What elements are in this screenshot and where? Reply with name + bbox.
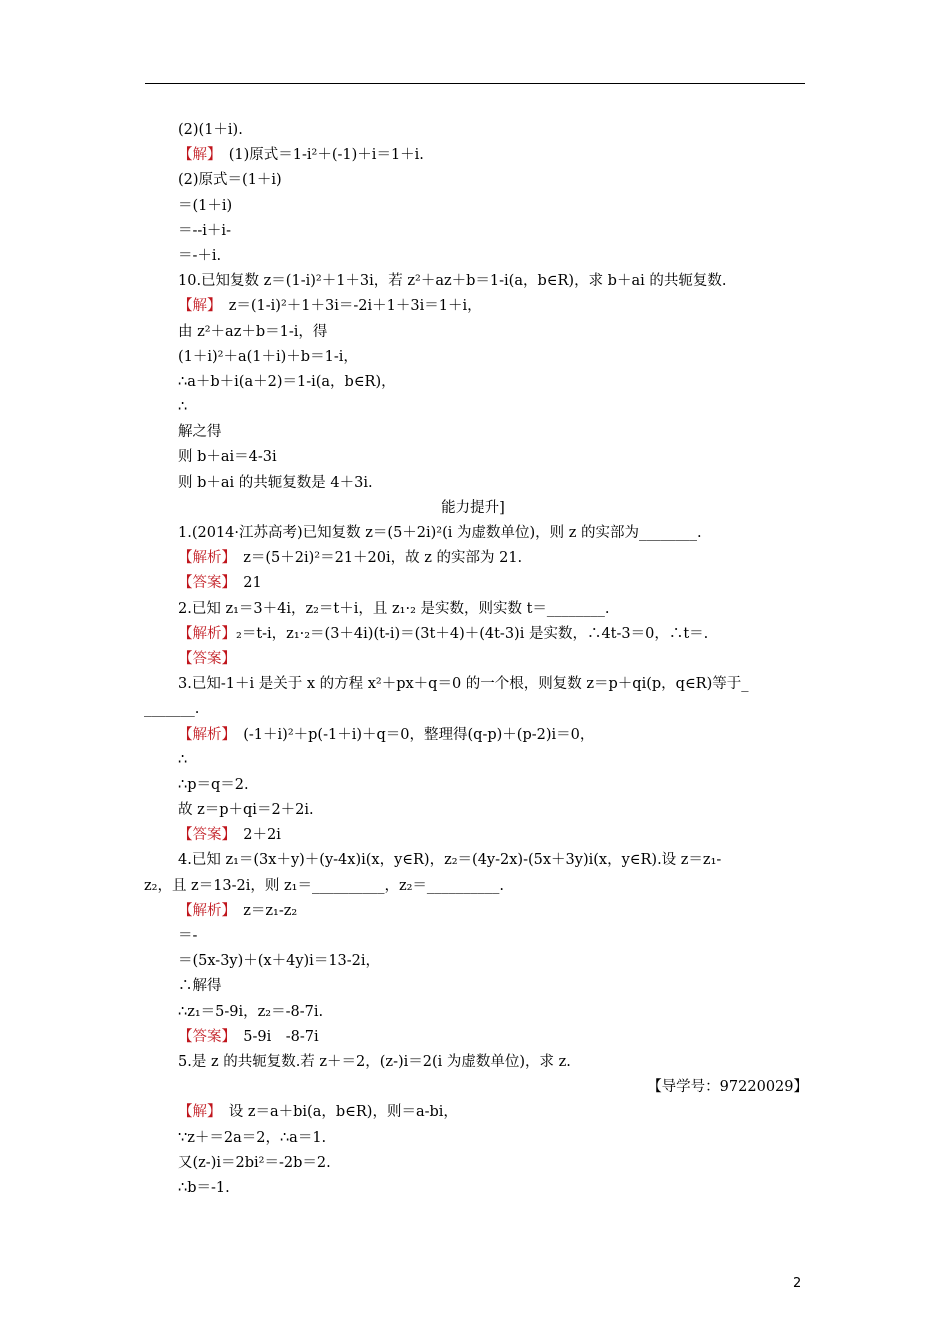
answer-tag: 【解析】 [178,625,236,642]
line-text: 2＋2i [228,827,281,844]
text-line [178,974,808,999]
answer-tag: 【答案】 [178,827,229,844]
line-text: (1)原式＝1-i²＋(-1)＋i＝1＋i. [214,147,424,164]
line-text: z＝(1-i)²＋1＋3i＝-2i＋1＋3i＝1＋i， [214,298,482,315]
line-text: ∴ [178,751,188,768]
text-line [178,1025,808,1050]
line-text: ∴z₁＝5-9i，z₂＝-8-7i. [178,1003,324,1020]
text-line [178,219,808,244]
document-body [144,118,808,1201]
line-text: 5.是 z 的共轭复数.若 z＋＝2，(z-)i＝2(i 为虚数单位)，求 z. [178,1053,571,1070]
text-line [144,874,808,899]
answer-tag: 【答案】 [178,1028,229,1045]
line-text: (1＋i)²＋a(1＋i)＋b＝1-i， [178,348,358,365]
answer-tag: 【解析】 [178,902,229,919]
answer-tag: 【答案】 [178,650,236,667]
line-text: z＝z₁-z₂ [228,902,298,919]
answer-tag: 【解】 [178,147,215,164]
text-line [178,672,808,697]
line-text: ∴ [178,399,188,416]
answer-tag: 【解析】 [178,726,229,743]
text-line [178,647,808,672]
text-line [178,471,808,496]
text-line [178,1151,808,1176]
answer-tag: 【解】 [178,298,215,315]
line-text: ＝-＋i. [178,247,222,264]
text-line [178,320,808,345]
line-text: ₂＝t-i，z₁·₂＝(3＋4i)(t-i)＝(3t＋4)＋(4t-3)i 是实数，∴4t-3＝0，∴t＝. [236,625,709,642]
text-line [178,571,808,596]
line-text: 2.已知 z₁＝3＋4i，z₂＝t＋i，且 z₁·₂ 是实数，则实数 t＝________. [178,600,610,617]
text-line [178,773,808,798]
text-line [178,597,808,622]
text-line [178,1176,808,1201]
line-text: (-1＋i)²＋p(-1＋i)＋q＝0，整理得(q-p)＋(p-2)i＝0， [228,726,595,743]
text-line [178,294,808,319]
line-text: ＝(5x-3y)＋(x＋4y)i＝13-2i， [178,953,381,970]
line-text: ∴p＝q＝2. [178,776,249,793]
text-line [178,521,808,546]
answer-tag: 【答案】 [178,575,229,592]
text-line [178,1075,808,1100]
text-line [178,118,808,143]
text-line [178,949,808,974]
text-line [178,395,808,420]
line-text: ∴b＝-1. [178,1179,230,1196]
text-line [178,748,808,773]
line-text: 解之得 [178,424,222,441]
text-line [178,496,808,521]
text-line [178,1050,808,1075]
text-line [178,370,808,395]
line-text: 能力提升] [441,499,505,516]
text-line [178,1000,808,1025]
line-text: ∵z＋＝2a＝2，∴a＝1. [178,1129,327,1146]
line-text: ∴解得 [178,978,222,995]
line-text: 10.已知复数 z＝(1-i)²＋1＋3i，若 z²＋az＋b＝1-i(a，b∈R)，求 b＋ai 的共轭复数. [178,273,727,290]
line-text: 【导学号：97220029】 [647,1079,808,1096]
answer-tag: 【解】 [178,1104,215,1121]
text-line [178,924,808,949]
line-text: 设 z＝a＋bi(a，b∈R)，则＝a-bi， [214,1104,458,1121]
text-line [178,244,808,269]
text-line [178,1126,808,1151]
line-text: 21 [228,575,262,592]
text-line [178,546,808,571]
line-text: ＝- [178,928,198,944]
line-text: _______. [144,701,200,718]
text-line [178,420,808,445]
page-number: 2 [793,1276,802,1291]
text-line [178,143,808,168]
line-text: 3.已知-1＋i 是关于 x 的方程 x²＋px＋q＝0 的一个根，则复数 z＝p＋qi(p，q∈R)等于_ [178,676,749,693]
line-text: (2)(1＋i). [178,122,243,138]
line-text: z＝(5＋2i)²＝21＋20i，故 z 的实部为 21. [228,550,523,567]
line-text: 4.已知 z₁＝(3x＋y)＋(y-4x)i(x，y∈R)，z₂＝(4y-2x)-(5x＋3y)i(x，y∈R).设 z＝z₁- [178,852,722,869]
text-line [178,723,808,748]
line-text: 5-9i -8-7i [228,1028,319,1045]
line-text: ＝(1＋i) [178,197,233,214]
text-line [178,345,808,370]
line-text: 故 z＝p＋qi＝2＋2i. [178,802,314,819]
line-text: 则 b＋ai＝4-3i [178,449,277,466]
text-line [178,899,808,924]
text-line [178,848,808,873]
text-line [178,798,808,823]
line-text: 则 b＋ai 的共轭复数是 4＋3i. [178,474,373,491]
header-rule [145,83,805,84]
text-line [178,445,808,470]
line-text: ∴a＋b＋i(a＋2)＝1-i(a，b∈R)， [178,373,396,390]
answer-tag: 【解析】 [178,550,229,567]
line-text: 1.(2014·江苏高考)已知复数 z＝(5＋2i)²(i 为虚数单位)，则 z 的实部为________. [178,525,702,541]
text-line [144,697,808,722]
text-line [178,168,808,193]
line-text: 由 z²＋az＋b＝1-i，得 [178,323,328,340]
text-line [178,622,808,647]
text-line [178,194,808,219]
text-line [178,1100,808,1125]
line-text: (2)原式＝(1＋i) [178,172,282,189]
line-text: 又(z-)i＝2bi²＝-2b＝2. [178,1154,331,1171]
text-line [178,269,808,294]
line-text: ＝--i＋i- [178,222,231,239]
line-text: z₂，且 z＝13-2i，则 z₁＝__________，z₂＝__________. [144,877,505,894]
text-line [178,823,808,848]
